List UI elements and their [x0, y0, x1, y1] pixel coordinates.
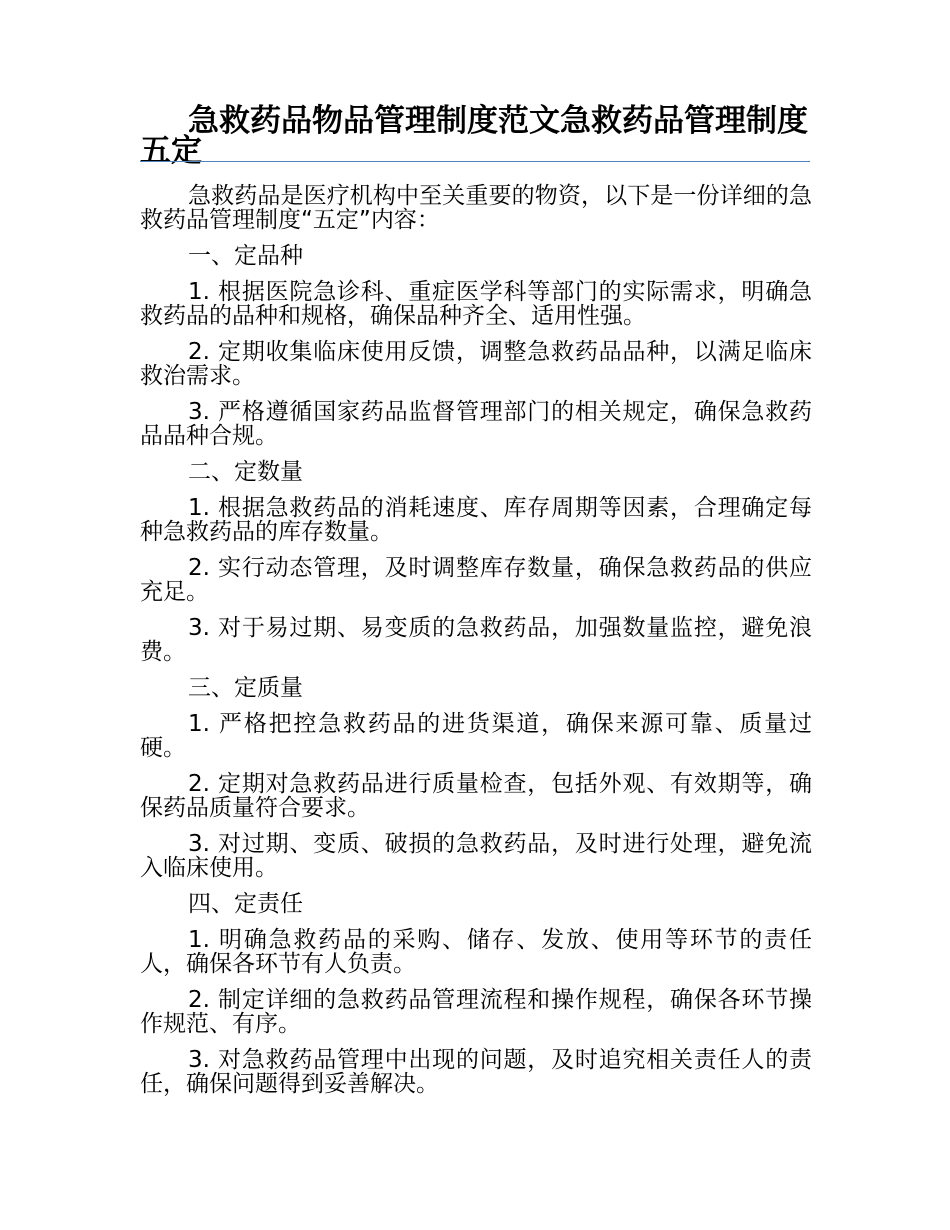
list-item: 2. 定期收集临床使用反馈，调整急救药品品种，以满足临床救治需求。	[140, 339, 812, 389]
section-heading-variety: 一、定品种	[188, 243, 303, 269]
list-item: 2. 定期对急救药品进行质量检查，包括外观、有效期等，确保药品质量符合要求。	[140, 771, 812, 821]
section-heading-responsibility: 四、定责任	[188, 891, 303, 917]
list-item: 1. 严格把控急救药品的进货渠道，确保来源可靠、质量过硬。	[140, 711, 812, 761]
section-heading-quality: 三、定质量	[188, 675, 303, 701]
intro-paragraph: 急救药品是医疗机构中至关重要的物资，以下是一份详细的急救药品管理制度“五定”内容：	[140, 183, 812, 233]
list-item: 1. 根据急救药品的消耗速度、库存周期等因素，合理确定每种急救药品的库存数量。	[140, 495, 812, 545]
list-item: 3. 对急救药品管理中出现的问题，及时追究相关责任人的责任，确保问题得到妥善解决。	[140, 1047, 812, 1097]
list-item: 1. 明确急救药品的采购、储存、发放、使用等环节的责任人，确保各环节有人负责。	[140, 927, 812, 977]
list-item: 3. 严格遵循国家药品监督管理部门的相关规定，确保急救药品品种合规。	[140, 399, 812, 449]
section-heading-quantity: 二、定数量	[188, 459, 303, 485]
document-title: 急救药品物品管理制度范文急救药品管理制度五定	[140, 103, 808, 169]
list-item: 2. 实行动态管理，及时调整库存数量，确保急救药品的供应充足。	[140, 555, 812, 605]
title-divider	[140, 161, 810, 162]
list-item: 2. 制定详细的急救药品管理流程和操作规程，确保各环节操作规范、有序。	[140, 987, 812, 1037]
list-item: 3. 对过期、变质、破损的急救药品，及时进行处理，避免流入临床使用。	[140, 831, 812, 881]
document-body	[140, 184, 812, 1108]
list-item: 3. 对于易过期、易变质的急救药品，加强数量监控，避免浪费。	[140, 615, 812, 665]
list-item: 1. 根据医院急诊科、重症医学科等部门的实际需求，明确急救药品的品种和规格，确保品种齐全、适用性强。	[140, 279, 812, 329]
